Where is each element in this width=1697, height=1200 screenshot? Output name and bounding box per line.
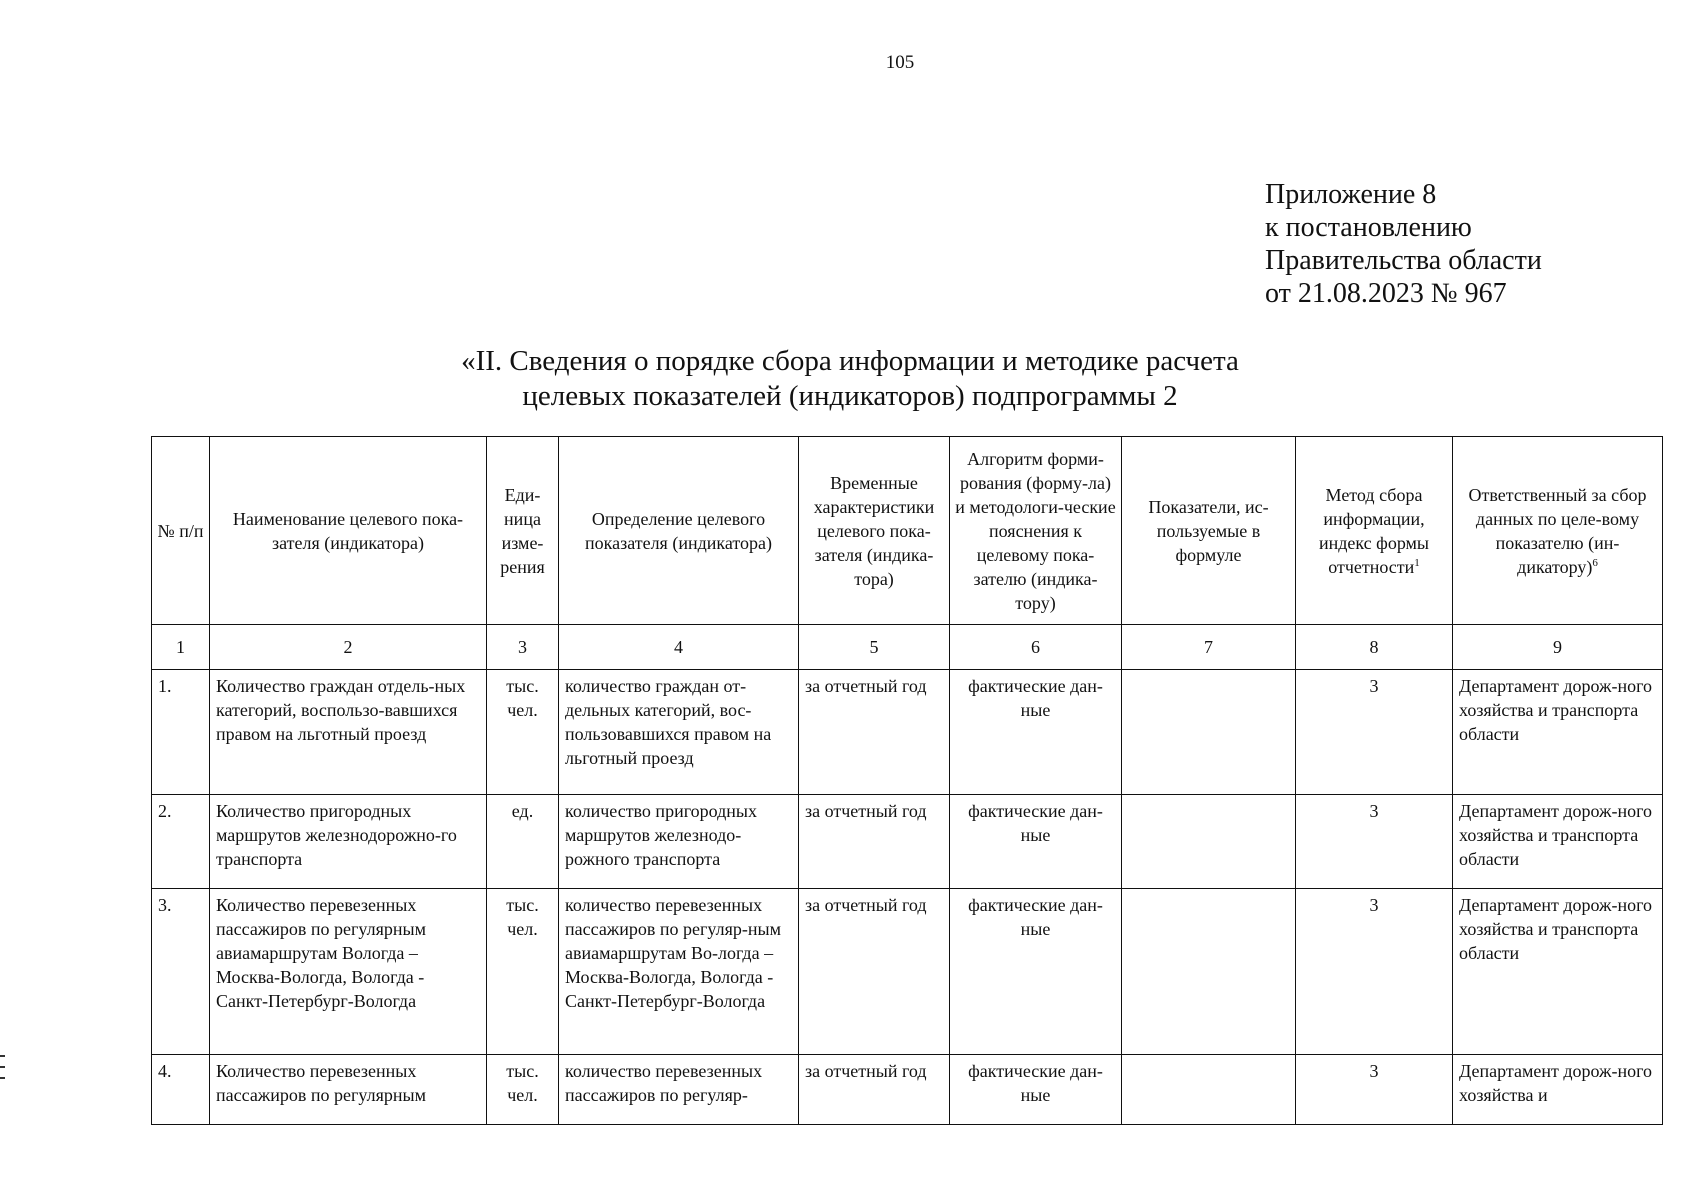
title-line-1: «II. Сведения о порядке сбора информации и методике расчета [461,345,1239,377]
definition: количество перевезенных пассажиров по регуляр-ным авиамаршрутам Во-логда – Москва-Вологда, Вологда - Санкт-Петербург-Вологда [559,889,799,1055]
row-number: 3. [152,889,210,1055]
period: за отчетный год [799,670,950,795]
period: за отчетный год [799,795,950,889]
column-numbers-row [152,625,1663,670]
scan-mark [0,1077,5,1079]
table-row [152,670,1663,795]
formula-indicators [1122,1055,1296,1125]
unit: тыс. чел. [487,889,559,1055]
algorithm: фактические дан-ные [950,889,1122,1055]
indicator-name: Количество перевезенных пассажиров по регулярным [210,1055,487,1125]
unit: тыс. чел. [487,670,559,795]
document-title [300,344,1400,414]
formula-indicators [1122,795,1296,889]
table-row [152,795,1663,889]
responsible: Департамент дорож-ного хозяйства и транспорта области [1453,889,1663,1055]
scan-mark [0,1055,5,1057]
page-number: 105 [885,52,915,73]
column-number: 2 [210,625,487,670]
header-responsible [1453,437,1663,625]
appendix-line-3: Правительства области [1265,245,1542,276]
table-header-row [152,437,1663,625]
period: за отчетный год [799,1055,950,1125]
collection-method: 3 [1296,795,1453,889]
column-number: 9 [1453,625,1663,670]
row-number: 4. [152,1055,210,1125]
indicator-name: Количество перевезенных пассажиров по регулярным авиамаршрутам Вологда – Москва-Вологда, Вологда - Санкт-Петербург-Вологда [210,889,487,1055]
column-number: 4 [559,625,799,670]
title-line-2: целевых показателей (индикаторов) подпрограммы 2 [522,380,1178,412]
scan-edge-marks [0,1055,6,1088]
appendix-line-4: от 21.08.2023 № 967 [1265,278,1507,309]
table-row [152,1055,1663,1125]
footnote-marker: 1 [1414,556,1420,569]
responsible: Департамент дорож-ного хозяйства и транспорта области [1453,795,1663,889]
column-number: 8 [1296,625,1453,670]
row-number: 1. [152,670,210,795]
algorithm: фактические дан-ные [950,670,1122,795]
header-indicator-name: Наименование целевого пока-зателя (индикатора) [210,437,487,625]
header-unit: Еди-ница изме-рения [487,437,559,625]
indicator-name: Количество пригородных маршрутов железнодорожно-го транспорта [210,795,487,889]
column-number: 5 [799,625,950,670]
responsible: Департамент дорож-ного хозяйства и [1453,1055,1663,1125]
column-number: 7 [1122,625,1296,670]
responsible: Департамент дорож-ного хозяйства и транспорта области [1453,670,1663,795]
algorithm: фактические дан-ные [950,1055,1122,1125]
definition: количество граждан от-дельных категорий, вос-пользовавшихся правом на льготный проезд [559,670,799,795]
header-collection-method-text: Метод сбора информации, индекс формы отчетности [1318,484,1430,577]
collection-method: 3 [1296,889,1453,1055]
unit: ед. [487,795,559,889]
indicator-name: Количество граждан отдель-ных категорий, воспользо-вавшихся правом на льготный проезд [210,670,487,795]
unit: тыс. чел. [487,1055,559,1125]
appendix-line-1: Приложение 8 [1265,179,1437,210]
header-collection-method [1296,437,1453,625]
scan-mark [0,1066,5,1068]
column-number: 1 [152,625,210,670]
collection-method: 3 [1296,1055,1453,1125]
header-definition: Определение целевого показателя (индикатора) [559,437,799,625]
appendix-block [1265,178,1542,310]
formula-indicators [1122,889,1296,1055]
formula-indicators [1122,670,1296,795]
table-row [152,889,1663,1055]
definition: количество перевезенных пассажиров по регуляр- [559,1055,799,1125]
algorithm: фактические дан-ные [950,795,1122,889]
header-responsible-text: Ответственный за сбор данных по целе-вому показателю (ин-дикатору) [1468,484,1647,577]
row-number: 2. [152,795,210,889]
footnote-marker: 6 [1592,556,1598,569]
header-formula-indicators: Показатели, ис-пользуемые в формуле [1122,437,1296,625]
definition: количество пригородных маршрутов железнодо-рожного транспорта [559,795,799,889]
collection-method: 3 [1296,670,1453,795]
header-time-characteristics: Временные характеристики целевого пока-зателя (индика-тора) [799,437,950,625]
header-algorithm: Алгоритм форми-рования (форму-ла) и методологи-ческие пояснения к целевому пока-зателю (индика-тору) [950,437,1122,625]
appendix-line-2: к постановлению [1265,212,1472,243]
period: за отчетный год [799,889,950,1055]
column-number: 6 [950,625,1122,670]
indicators-table [151,436,1663,1125]
header-number: № п/п [152,437,210,625]
column-number: 3 [487,625,559,670]
